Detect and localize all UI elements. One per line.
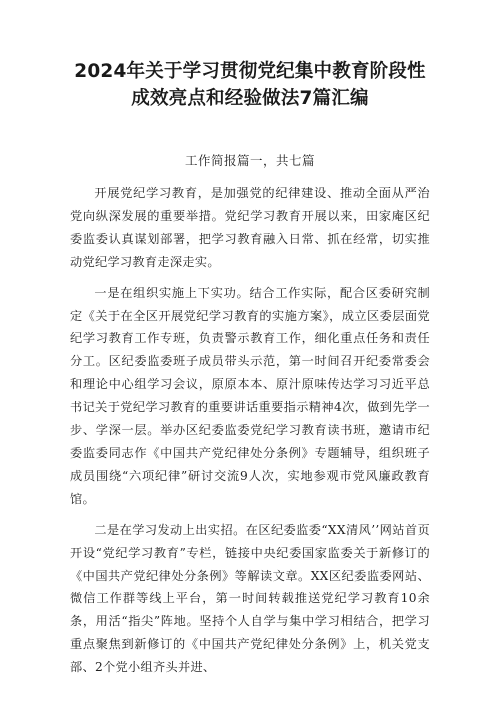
paragraph-intro: 开展党纪学习教育，是加强党的纪律建设、推动全面从严治党向纵深发展的重要举措。党纪学习教育开展以来，田家庵区纪委监委认真谋划部署，把学习教育融入日常、抓在经常，切实推动党纪学习教育走深走实。 <box>70 186 430 269</box>
section-heading: 工作简报篇一，共七篇 <box>184 153 315 168</box>
document-title-line-1: 2024年关于学习贯彻党纪集中教育阶段性 <box>74 61 426 82</box>
document-title-line-2: 成效亮点和经验做法7篇汇编 <box>131 88 369 109</box>
paragraph-organization: 一是在组织实施上下实功。结合工作实际，配合区委研究制定《关于在全区开展党纪学习教育的实施方案》，成立区委层面党纪学习教育工作专班，负责警示教育工作，细化重点任务和责任分工。区纪委监委班子成员带头示范，第一时间召开纪委常委会和理论中心组学习会议，原原本本、原汁原味传达学习习近平总书记关于党纪学习教育的重要讲话重要指示精神4次，做到先学一步、学深一层。举办区纪委监委党纪学习教育读书班，邀请市纪委监委同志作《中国共产党纪律处分条例》专题辅导，组织班子成员围绕“六项纪律”研讨交流9人次，实地参观市党风廉政教育馆。 <box>70 285 430 506</box>
paragraph-study-mobilization: 二是在学习发动上出实招。在区纪委监委“XX清风’’网站首页开设“党纪学习教育”专栏，链接中央纪委国家监委关于新修订的《中国共产党纪律处分条例》等解读文章。XX区纪委监委网站、微信工作群等线上平台，第一时间转载推送党纪学习教育10余条，用活“指尖”阵地。坚持个人自学与集中学习相结合，把学习重点聚焦到新修订的《中国共产党纪律处分条例》上，机关党支部、2个党小组齐头并进、 <box>70 522 430 675</box>
document-title <box>70 58 430 112</box>
